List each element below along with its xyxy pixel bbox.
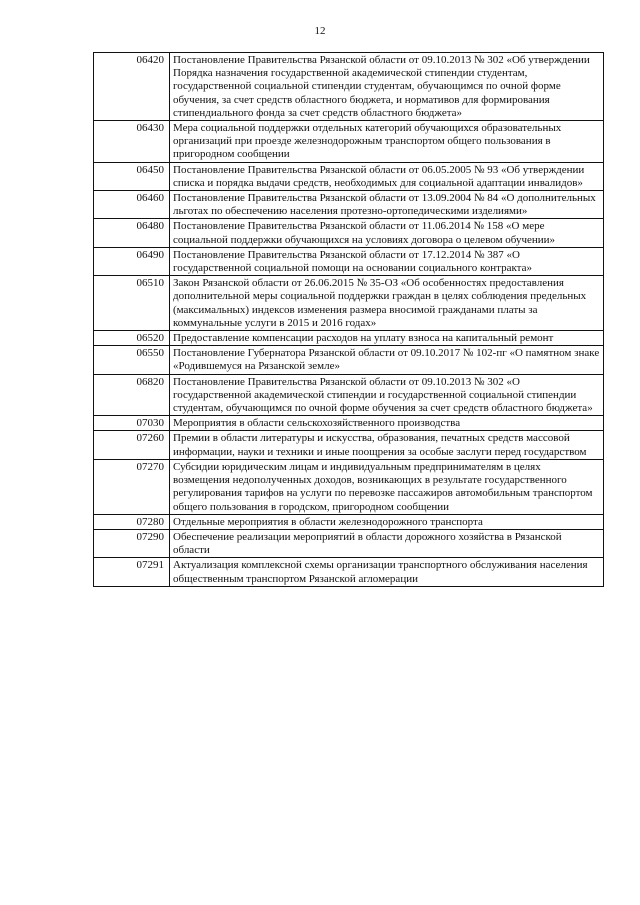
row-code: 06550 [94, 346, 170, 374]
table-row [94, 529, 604, 557]
row-name: Субсидии юридическим лицам и индивидуальным предпринимателям в целях возмещения недополученных доходов, возникающих в результате государственного регулирования тарифов на услуги по перевозке пассажиров автомобильным транспортом общего пользования в городском, пригородном сообщении [170, 459, 604, 514]
row-code: 06460 [94, 191, 170, 219]
row-code: 06490 [94, 247, 170, 275]
row-name: Обеспечение реализации мероприятий в области дорожного хозяйства в Рязанской области [170, 529, 604, 557]
row-name: Постановление Правительства Рязанской области от 11.06.2014 № 158 «О мере социальной поддержки обучающихся на условиях договора о целевом обучении» [170, 219, 604, 247]
budget-codes-table [93, 52, 604, 587]
row-code: 07260 [94, 431, 170, 459]
table-row [94, 374, 604, 416]
row-name: Постановление Правительства Рязанской области от 17.12.2014 № 387 «О государственной социальной помощи на основании социального контракта» [170, 247, 604, 275]
row-code: 07030 [94, 416, 170, 431]
row-name: Постановление Правительства Рязанской области от 09.10.2013 № 302 «Об утверждении Порядка назначения государственной академической стипендии студентам, государственной социальной стипендии студентам, обучающимся по очной форме обучения, за счет средств областного бюджета, и нормативов для формирования стипендиального фонда за счет средств областного бюджета» [170, 53, 604, 121]
table-row [94, 247, 604, 275]
row-name: Постановление Правительства Рязанской области от 13.09.2004 № 84 «О дополнительных льготах по обеспечению населения протезно-ортопедическими изделиями» [170, 191, 604, 219]
table-row [94, 416, 604, 431]
row-name: Отдельные мероприятия в области железнодорожного транспорта [170, 514, 604, 529]
row-name: Постановление Правительства Рязанской области от 09.10.2013 № 302 «О государственной академической стипендии и государственной социальной стипендии студентам, обучающимся по очной форме обучения за счет средств областного бюджета» [170, 374, 604, 416]
table-row [94, 276, 604, 331]
table-row [94, 459, 604, 514]
table-row [94, 53, 604, 121]
row-name: Постановление Губернатора Рязанской области от 09.10.2017 № 102-пг «О памятном знаке «Родившемуся на Рязанской земле» [170, 346, 604, 374]
table-row [94, 431, 604, 459]
row-name: Премии в области литературы и искусства, образования, печатных средств массовой информации, науки и техники и иные поощрения за особые заслуги перед государством [170, 431, 604, 459]
row-name: Постановление Правительства Рязанской области от 06.05.2005 № 93 «Об утверждении списка и порядка выдачи средств, необходимых для социальной адаптации инвалидов» [170, 162, 604, 190]
row-code: 06450 [94, 162, 170, 190]
row-code: 07280 [94, 514, 170, 529]
row-name: Закон Рязанской области от 26.06.2015 № 35-ОЗ «Об особенностях предоставления дополнительной меры социальной поддержки граждан в целях соблюдения предельных (максимальных) индексов изменения размера вносимой гражданами платы за коммунальные услуги в 2015 и 2016 годах» [170, 276, 604, 331]
row-code: 07291 [94, 558, 170, 586]
row-name: Актуализация комплексной схемы организации транспортного обслуживания населения общественным транспортом Рязанской агломерации [170, 558, 604, 586]
row-code: 06420 [94, 53, 170, 121]
row-name: Мера социальной поддержки отдельных категорий обучающихся образовательных организаций при проезде железнодорожным транспортом общего пользования в пригородном сообщении [170, 121, 604, 163]
table-row [94, 162, 604, 190]
row-name: Предоставление компенсации расходов на уплату взноса на капитальный ремонт [170, 331, 604, 346]
row-code: 07270 [94, 459, 170, 514]
row-code: 06510 [94, 276, 170, 331]
table-row [94, 346, 604, 374]
table-row [94, 331, 604, 346]
table-body [94, 53, 604, 587]
table-row [94, 121, 604, 163]
page-number: 12 [314, 25, 326, 37]
table-row [94, 219, 604, 247]
row-code: 07290 [94, 529, 170, 557]
row-code: 06820 [94, 374, 170, 416]
table-row [94, 514, 604, 529]
row-name: Мероприятия в области сельскохозяйственного производства [170, 416, 604, 431]
row-code: 06520 [94, 331, 170, 346]
row-code: 06480 [94, 219, 170, 247]
row-code: 06430 [94, 121, 170, 163]
table-row [94, 191, 604, 219]
table-row [94, 558, 604, 586]
